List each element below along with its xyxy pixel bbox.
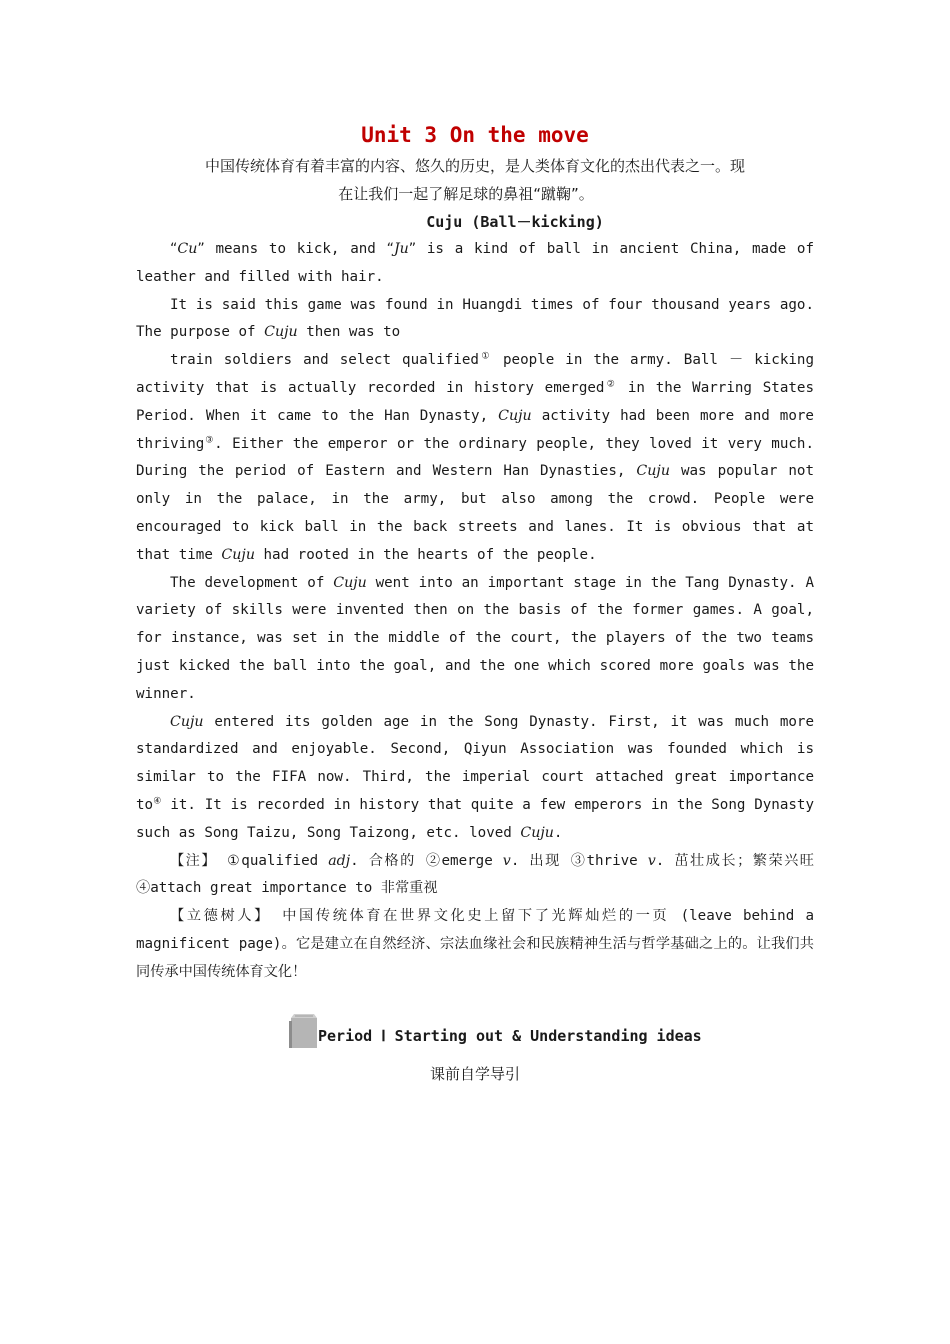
- paragraph-1: “Cu” means to kick, and “Ju” is a kind of ball in ancient China, made of leather and filled with hair.: [136, 241, 814, 285]
- article-subtitle: Cuju (Ball－kicking): [426, 213, 604, 231]
- notes-paragraph: 【注】 ①qualified adj. 合格的 ②emerge v. 出现 ③thrive v. 茁壮成长；繁荣兴旺 ④attach great importance to 非常重视: [136, 852, 814, 897]
- intro-line-2: 在让我们一起了解足球的鼻祖“蹴鞠”。: [338, 185, 594, 203]
- period-heading: [288, 1012, 748, 1050]
- lide-shuren-paragraph: 【立德树人】 中国传统体育在世界文化史上留下了光辉灿烂的一页 (leave behind a magnificent page)。它是建立在自然经济、宗法血缘社会和民族精神生活与哲学基础之上的。让我们共同传承中国传统体育文化！: [136, 908, 814, 980]
- intro-line-1: 中国传统体育有着丰富的内容、悠久的历史，是人类体育文化的杰出代表之一。现: [204, 157, 745, 175]
- period-title: Period Ⅰ Starting out & Understanding ideas: [318, 1027, 702, 1045]
- paragraph-5: Cuju entered its golden age in the Song Dynasty. First, it was much more standardized and enjoyable. Second, Qiyun Association was founded which is similar to the FIFA now. Third, the imperial court attached great importance to④ it. It is recorded in history that quite a few emperors in the Song Dynasty such as Song Taizu, Song Taizong, etc. loved Cuju.: [136, 713, 814, 841]
- paragraph-4: The development of Cuju went into an important stage in the Tang Dynasty. A variety of skills were invented then on the basis of the former games. A goal, for instance, was set in the middle of the court, the players of the two teams just kicked the ball into the goal, and the one which scored more goals was the winner.: [136, 574, 814, 702]
- unit-title: Unit 3 On the move: [361, 123, 589, 147]
- book-icon: [288, 1012, 318, 1050]
- paragraph-3: train soldiers and select qualified① people in the army. Ball － kicking activity that is actually recorded in history emerged② in the Warring States Period. When it came to the Han Dynasty, Cuju activity had been more and more thriving③. Either the emperor or the ordinary people, they loved it very much. During the period of Eastern and Western Han Dynasties, Cuju was popular not only in the palace, in the army, but also among the crowd. People were encouraged to kick ball in the back streets and lanes. It is obvious that at that time Cuju had rooted in the hearts of the people.: [136, 351, 814, 563]
- paragraph-2: It is said this game was found in Huangdi times of four thousand years ago. The purpose of Cuju then was to: [136, 296, 814, 341]
- document-body: [136, 118, 814, 987]
- self-study-guide-label: 课前自学导引: [429, 1065, 520, 1083]
